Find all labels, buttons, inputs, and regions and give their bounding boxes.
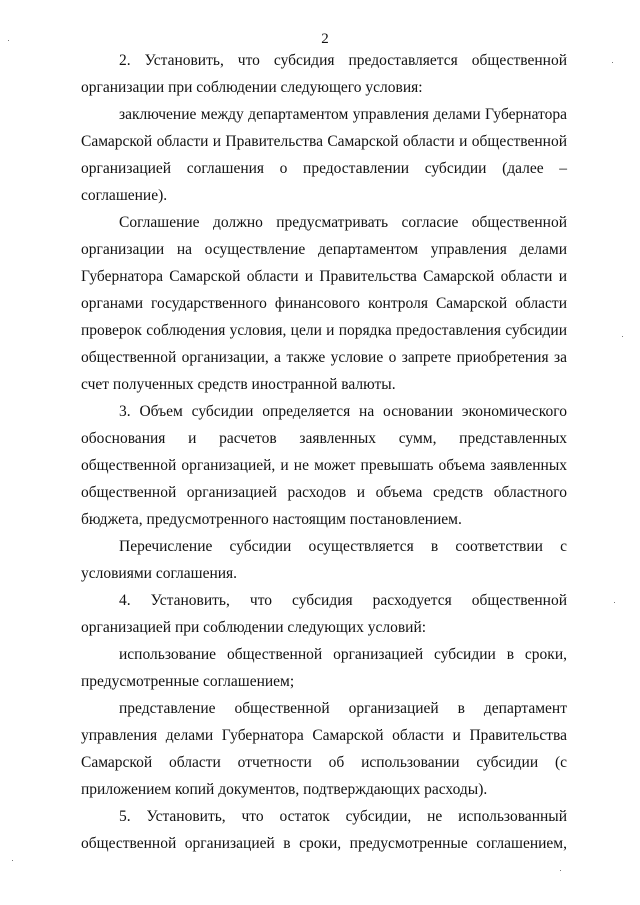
paragraph-reporting-condition: представление общественной организацией в департамент управления делами Губернатора Самарской области и Правительства Самарской области отчетности об использовании субсидии (с приложением копий документов, подтверждающих расходы). (81, 700, 567, 798)
page-number: 2 (321, 31, 329, 47)
paragraph-clause-4: 4. Установить, что субсидия расходуется общественной организацией при соблюдении следующих условий: (81, 592, 567, 636)
paragraph-agreement-content: Соглашение должно предусматривать согласие общественной организации на осуществление департаментом управления делами Губернатора Самарской области и Правительства Самарской области и органами государственного финансового контроля Самарской области проверок соблюдения условия, цели и порядка предоставления субсидии общественной организации, а также условие о запрете приобретения за счет полученных средств иностранной валюты. (81, 214, 567, 393)
paragraph-clause-2: 2. Установить, что субсидия предоставляется общественной организации при соблюдении следующего условия: (81, 52, 567, 96)
paragraph-clause-3: 3. Объем субсидии определяется на основании экономического обоснования и расчетов заявленных сумм, представленных общественной организацией, и не может превышать объема заявленных общественной организацией расходов и объема средств областного бюджета, предусмотренного настоящим постановлением. (81, 403, 567, 528)
paragraph-agreement-condition: заключение между департаментом управления делами Губернатора Самарской области и Правительства Самарской области и общественной организацией соглашения о предоставлении субсидии (далее – соглашение). (81, 106, 567, 204)
paragraph-clause-5: 5. Установить, что остаток субсидии, не использованный общественной организацией в сроки, предусмотренные соглашением, (81, 808, 567, 852)
document-body (81, 47, 567, 857)
paragraph-usage-condition: использование общественной организацией субсидии в сроки, предусмотренные соглашением; (81, 646, 567, 690)
paragraph-transfer: Перечисление субсидии осуществляется в соответствии с условиями соглашения. (81, 538, 567, 582)
